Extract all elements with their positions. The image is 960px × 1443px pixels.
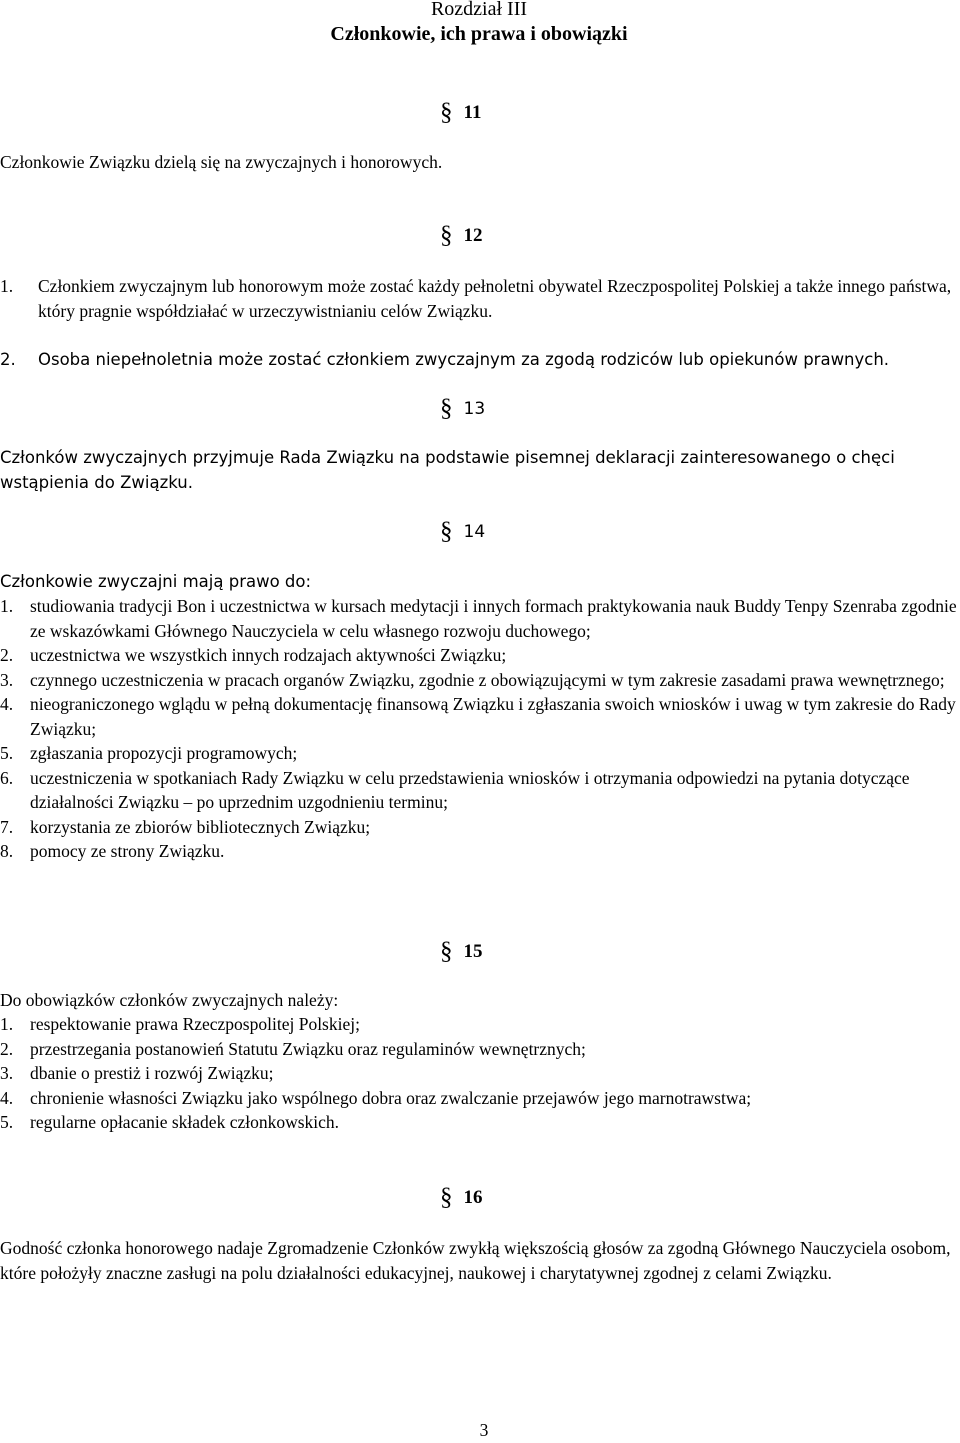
page-number: 3	[479, 1420, 489, 1440]
list-item	[0, 274, 958, 323]
section-heading-12	[440, 224, 540, 248]
list-item-text: chronienie własności Związku jako wspólnego dobra oraz zwalczanie przejawów jego marnotrawstwa;	[30, 1087, 752, 1108]
section-sign: §	[440, 222, 453, 249]
list-item-number: 3.	[0, 669, 14, 690]
list-item	[0, 692, 958, 741]
list-item-text: czynnego uczestniczenia w pracach organów Związku, zgodnie z obowiązującymi w tym zakresie zasadami prawa wewnętrznego;	[30, 669, 945, 690]
list-item-text: korzystania ze zbiorów bibliotecznych Związku;	[30, 816, 371, 837]
list-item-text: nieograniczonego wglądu w pełną dokumentację finansową Związku i zgłaszania swoich wniosków i uwag w tym zakresie do Rady Związku;	[30, 694, 956, 739]
list-item-text: Osoba niepełnoletnia może zostać członkiem zwyczajnym za zgodą rodziców lub opiekunów prawnych.	[38, 350, 890, 369]
list-item	[0, 643, 958, 668]
list-item	[0, 1110, 958, 1135]
list-item-text: zgłaszania propozycji programowych;	[30, 743, 298, 763]
list-item	[0, 741, 958, 766]
list-item-text: uczestnictwa we wszystkich innych rodzajach aktywności Związku;	[30, 645, 507, 665]
list-item	[0, 766, 958, 815]
list-item-number: 1.	[0, 1014, 14, 1034]
list-item	[0, 594, 958, 643]
list-item	[0, 1061, 958, 1086]
section-sign: §	[440, 99, 453, 126]
list-item-number: 6.	[0, 767, 14, 788]
chapter-title: Członkowie, ich prawa i obowiązki	[330, 23, 628, 45]
list-item-number: 1.	[0, 276, 14, 296]
list-item-text: regularne opłacanie składek członkowskich.	[30, 1112, 340, 1132]
section-sign: §	[440, 395, 453, 422]
list-item-number: 5.	[0, 743, 14, 763]
list-item-text: respektowanie prawa Rzeczpospolitej Polskiej;	[30, 1014, 360, 1034]
list-item-number: 2.	[0, 1038, 14, 1059]
list-item	[0, 668, 958, 693]
list-item	[0, 1037, 958, 1062]
section-sign: §	[440, 518, 453, 545]
list-item-number: 3.	[0, 1063, 14, 1083]
list-item	[0, 348, 958, 373]
section-13-text: Członków zwyczajnych przyjmuje Rada Związku na podstawie pisemnej deklaracji zainteresowanego o chęci wstąpienia do Związku.	[0, 448, 895, 492]
list-item-text: Członkiem zwyczajnym lub honorowym może zostać każdy pełnoletni obywatel Rzeczpospolitej Polskiej a także innego państwa, który pragnie współdziałać w urzeczywistnianiu celów Związku.	[38, 276, 952, 321]
list-item-text: dbanie o prestiż i rozwój Związku;	[30, 1063, 274, 1083]
section-heading-11	[440, 101, 540, 125]
list-item-number: 8.	[0, 841, 14, 861]
list-item-number: 7.	[0, 816, 14, 837]
section-12-list	[0, 274, 958, 323]
section-number: 15	[463, 941, 483, 962]
section-16-text: Godność członka honorowego nadaje Zgromadzenie Członków zwykłą większością głosów za zgodną Głównego Nauczyciela osobom, które położyły znaczne zasługi na polu działalności edukacyjnej, naukowej i charytatywnej zgodnej z celami Związku.	[0, 1238, 951, 1283]
section-number: 11	[463, 102, 482, 123]
section-heading-15	[440, 940, 540, 964]
list-item	[0, 1086, 958, 1111]
section-15-intro: Do obowiązków członków zwyczajnych należy:	[0, 990, 339, 1010]
section-11-text: Członkowie Związku dzielą się na zwyczajnych i honorowych.	[0, 152, 443, 172]
section-sign: §	[440, 938, 453, 965]
list-item-number: 4.	[0, 1087, 14, 1108]
section-heading-14	[440, 520, 540, 544]
list-item	[0, 839, 958, 864]
list-item-number: 2.	[0, 350, 16, 369]
list-item-text: przestrzegania postanowień Statutu Związku oraz regulaminów wewnętrznych;	[30, 1038, 586, 1059]
list-item-number: 1.	[0, 596, 14, 616]
list-item-text: uczestniczenia w spotkaniach Rady Związku w celu przedstawienia wniosków i otrzymania odpowiedzi na pytania dotyczące działalności Związku – po uprzednim uzgodnieniu terminu;	[30, 767, 910, 812]
list-item-text: studiowania tradycji Bon i uczestnictwa w kursach medytacji i innych formach praktykowania nauk Buddy Tenpy Szenraba zgodnie ze wskazówkami Głównego Nauczyciela w celu własnego rozwoju duchowego;	[30, 596, 957, 641]
chapter-number: Rozdział III	[430, 0, 528, 20]
list-item	[0, 815, 958, 840]
section-number: 14	[463, 522, 486, 542]
section-number: 13	[463, 399, 486, 419]
list-item-number: 4.	[0, 694, 14, 714]
section-number: 16	[463, 1187, 483, 1208]
section-14-intro: Członkowie zwyczajni mają prawo do:	[0, 572, 312, 591]
list-item	[0, 1012, 958, 1037]
list-item-number: 5.	[0, 1112, 14, 1132]
section-14-list	[0, 594, 958, 864]
section-number: 12	[463, 225, 483, 246]
list-item-text: pomocy ze strony Związku.	[30, 841, 225, 861]
list-item-number: 2.	[0, 645, 14, 665]
section-sign: §	[440, 1184, 453, 1211]
section-heading-13	[440, 397, 540, 421]
section-15-list	[0, 1012, 958, 1135]
section-12-item-2	[0, 348, 958, 373]
section-heading-16	[440, 1186, 540, 1210]
